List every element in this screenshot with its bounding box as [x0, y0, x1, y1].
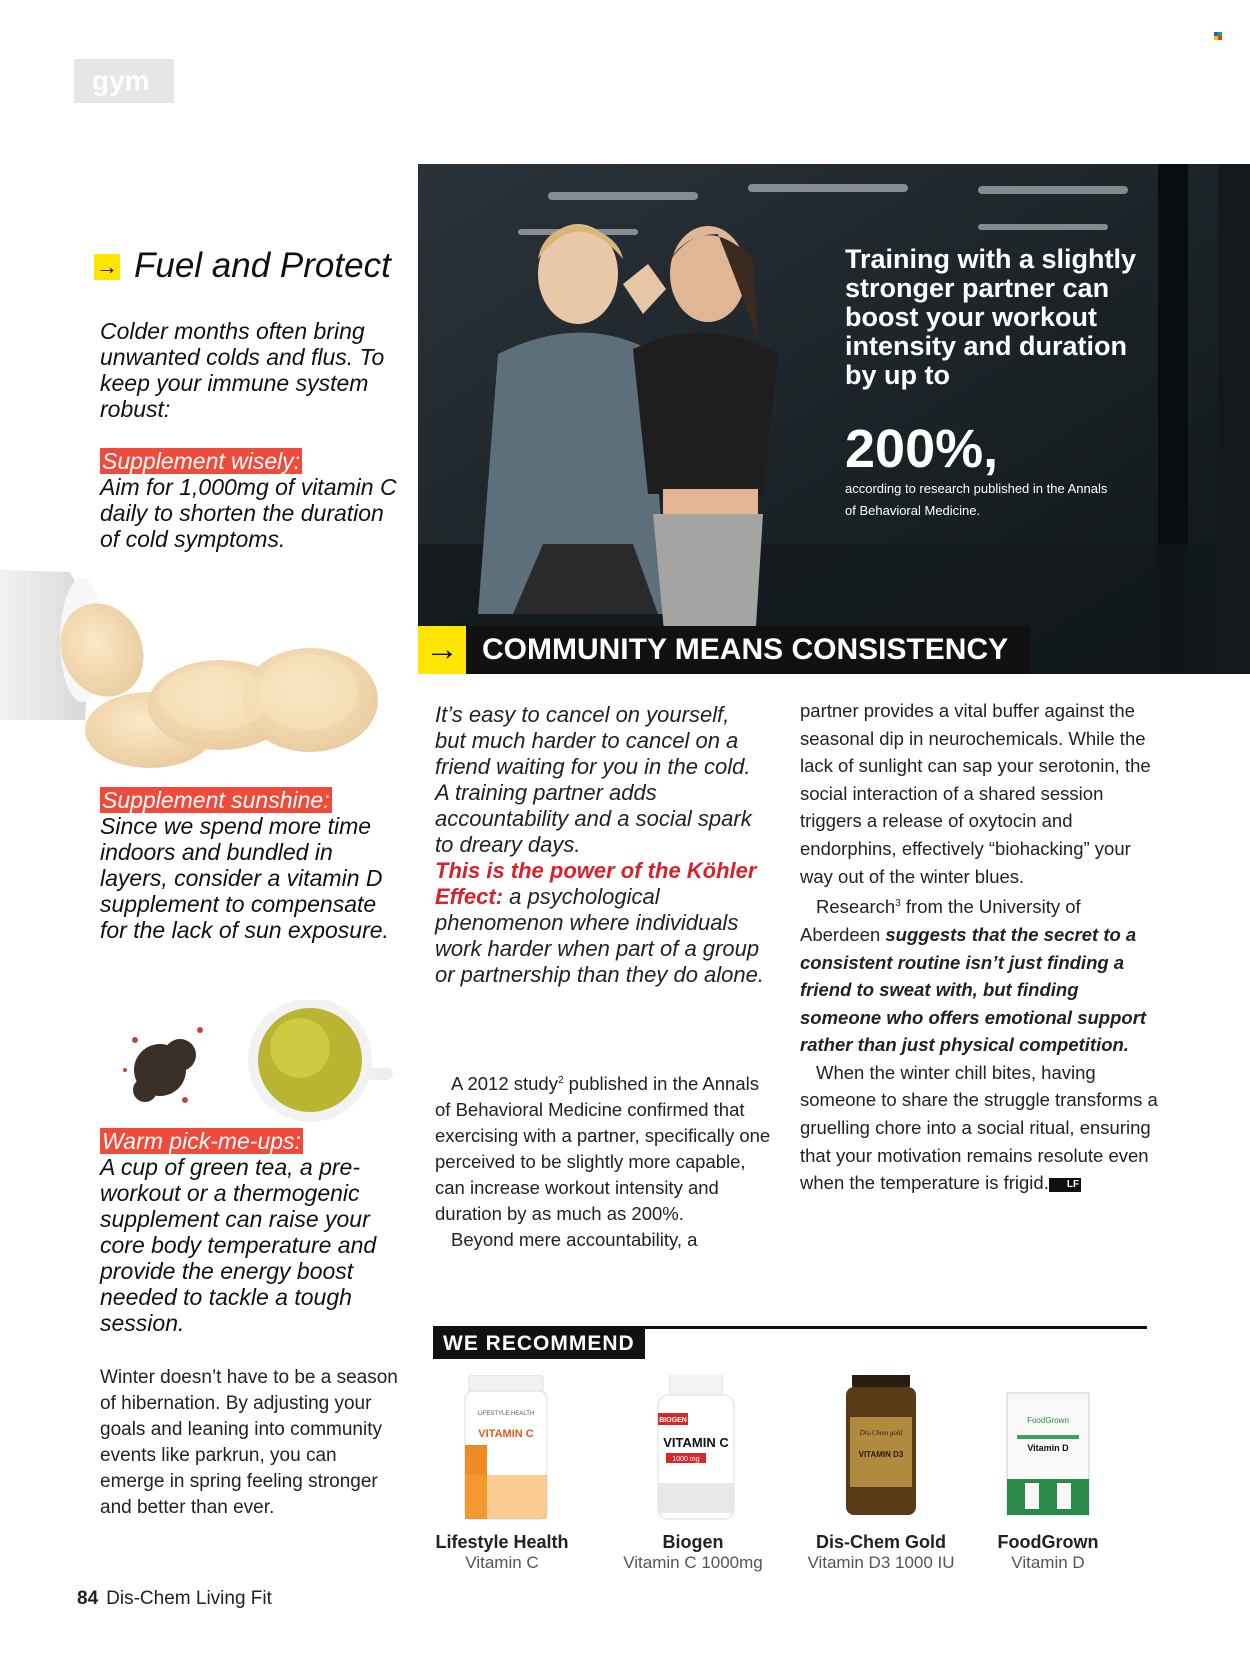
- corner-color-mark: [1214, 32, 1222, 40]
- tip-label: Supplement wisely:: [102, 448, 301, 474]
- product-image: [963, 1375, 1133, 1525]
- community-heading-bar: [418, 626, 1030, 674]
- pack-label-text: Vitamin D: [1027, 1443, 1069, 1453]
- pack-brand-text: BIOGEN: [659, 1417, 687, 1424]
- closing-paragraph: [800, 1059, 1160, 1197]
- vitamin-tablets-image: [0, 570, 400, 775]
- pack-brand-text: FoodGrown: [1027, 1416, 1069, 1425]
- fuel-protect-heading: [94, 248, 414, 283]
- tip-vitamin-c: [100, 448, 400, 552]
- pack-label-text: VITAMIN D3: [858, 1450, 904, 1459]
- tip-label: Supplement sunshine:: [102, 787, 330, 813]
- product-image: [796, 1375, 966, 1525]
- product-lifestyle-health[interactable]: [417, 1375, 587, 1573]
- right-column: [800, 697, 1160, 1197]
- product-foodgrown[interactable]: [963, 1375, 1133, 1573]
- footnote-ref: 2: [557, 1075, 564, 1086]
- publication-name: Dis-Chem Living Fit: [106, 1588, 272, 1609]
- hero-source: according to research published in the Annals of Behavioral Medicine.: [845, 481, 1108, 518]
- koehler-text: a psychological phenomenon where individuals work harder when part of a group or partnership than they do alone.: [435, 884, 765, 987]
- winter-closing-paragraph: Winter doesn’t have to be a season of hibernation. By adjusting your goals and leaning into community events like parkrun, you can emerge in spring feeling stronger and better than ever.: [100, 1367, 398, 1518]
- page-number: 84: [77, 1588, 99, 1609]
- tip-warm: [100, 1128, 400, 1336]
- product-name: Vitamin C: [465, 1553, 539, 1572]
- product-biogen[interactable]: [608, 1375, 778, 1573]
- product-name: Vitamin C 1000mg: [623, 1553, 763, 1572]
- hero-caption: Training with a slightly stronger partner can boost your workout intensity and duration by up to: [845, 244, 1137, 390]
- product-brand: Dis-Chem Gold: [815, 1532, 946, 1552]
- product-name: Vitamin D3 1000 IU: [807, 1553, 955, 1572]
- page-footer: [77, 1588, 272, 1610]
- koehler-label: This is the power of the Köhler Effect:: [435, 858, 757, 909]
- research-text-mid: from the University of Aberdeen: [800, 896, 1081, 945]
- community-title: COMMUNITY MEANS CONSISTENCY: [466, 626, 1030, 674]
- green-tea-image: [105, 1000, 415, 1125]
- middle-intro: [435, 702, 765, 988]
- product-brand: Lifestyle Health: [435, 1532, 569, 1552]
- tip-label: Warm pick-me-ups:: [102, 1128, 301, 1154]
- tip-text: Since we spend more time indoors and bundled in layers, consider a vitamin D supplement to compensate for the lack of sun exposure.: [100, 813, 389, 943]
- gym-partners-photo: [418, 164, 1250, 674]
- closing-text: When the winter chill bites, having someone to share the struggle transforms a gruelling chore into a social ritual, ensuring that your motivation remains resolute even when the temperature is frigid.: [800, 1061, 1158, 1194]
- study-text-pre: A 2012 study: [451, 1073, 558, 1095]
- fuel-intro: Colder months often bring unwanted colds and flus. To keep your immune system robust:: [100, 318, 385, 422]
- hero-photo: [418, 164, 1250, 674]
- product-brand: Biogen: [662, 1532, 724, 1552]
- study-paragraph: [435, 1068, 775, 1253]
- footnote-ref: 3: [895, 898, 901, 910]
- product-image: [608, 1375, 778, 1525]
- tip-vitamin-d: [100, 787, 400, 943]
- section-tag: gym: [74, 59, 174, 103]
- pack-label-text: VITAMIN C: [663, 1435, 729, 1450]
- product-image: [417, 1375, 587, 1525]
- pack-brand-text: LIFESTYLE HEALTH: [477, 1411, 535, 1417]
- middle-intro-text: It’s easy to cancel on yourself, but much harder to cancel on a friend waiting for you in the cold. A training partner adds accountability and a social spark to dreary days.: [435, 702, 752, 857]
- tip-text: A cup of green tea, a pre-workout or a thermogenic supplement can raise your core body temperature and provide the energy boost needed to tackle a tough session.: [100, 1154, 377, 1336]
- pack-dose-text: 1000 mg: [672, 1456, 700, 1463]
- neurochemicals-paragraph: partner provides a vital buffer against the seasonal dip in neurochemicals. While the lack of sunlight can sap your serotonin, the social interaction of a shared session triggers a release of oxytocin and endorphins, effectively “biohacking” your way out of the winter blues.: [800, 700, 1151, 887]
- study-text-post: published in the Annals of Behavioral Medicine confirmed that exercising with a partner, specifically one perceived to be slightly more capable, can increase workout intensity and duration by as much as 200%.: [435, 1073, 771, 1225]
- research-text-pre: Research: [816, 896, 896, 918]
- beyond-text: Beyond mere accountability, a: [451, 1229, 698, 1251]
- arrow-right-icon: →: [96, 254, 118, 279]
- end-mark-badge: LF: [1049, 1178, 1081, 1192]
- pack-label-text: VITAMIN C: [478, 1428, 534, 1440]
- tip-text: Aim for 1,000mg of vitamin C daily to shorten the duration of cold symptoms.: [100, 474, 397, 552]
- research-emphasis: suggests that the secret to a consistent routine isn’t just finding a friend to sweat with, but finding someone who offers emotional support rather than just physical competition.: [800, 923, 1147, 1056]
- fuel-protect-title: Fuel and Protect: [134, 246, 391, 285]
- arrow-right-icon: →: [418, 626, 466, 674]
- recommend-title: WE RECOMMEND: [433, 1329, 645, 1359]
- product-brand: FoodGrown: [997, 1532, 1099, 1552]
- product-name: Vitamin D: [1011, 1553, 1085, 1572]
- hero-big-stat: 200%,: [845, 419, 999, 479]
- product-dischem-gold[interactable]: [796, 1375, 966, 1573]
- pack-brand-text: Dis-Chem gold: [859, 1429, 903, 1437]
- research-paragraph: [800, 890, 1160, 1059]
